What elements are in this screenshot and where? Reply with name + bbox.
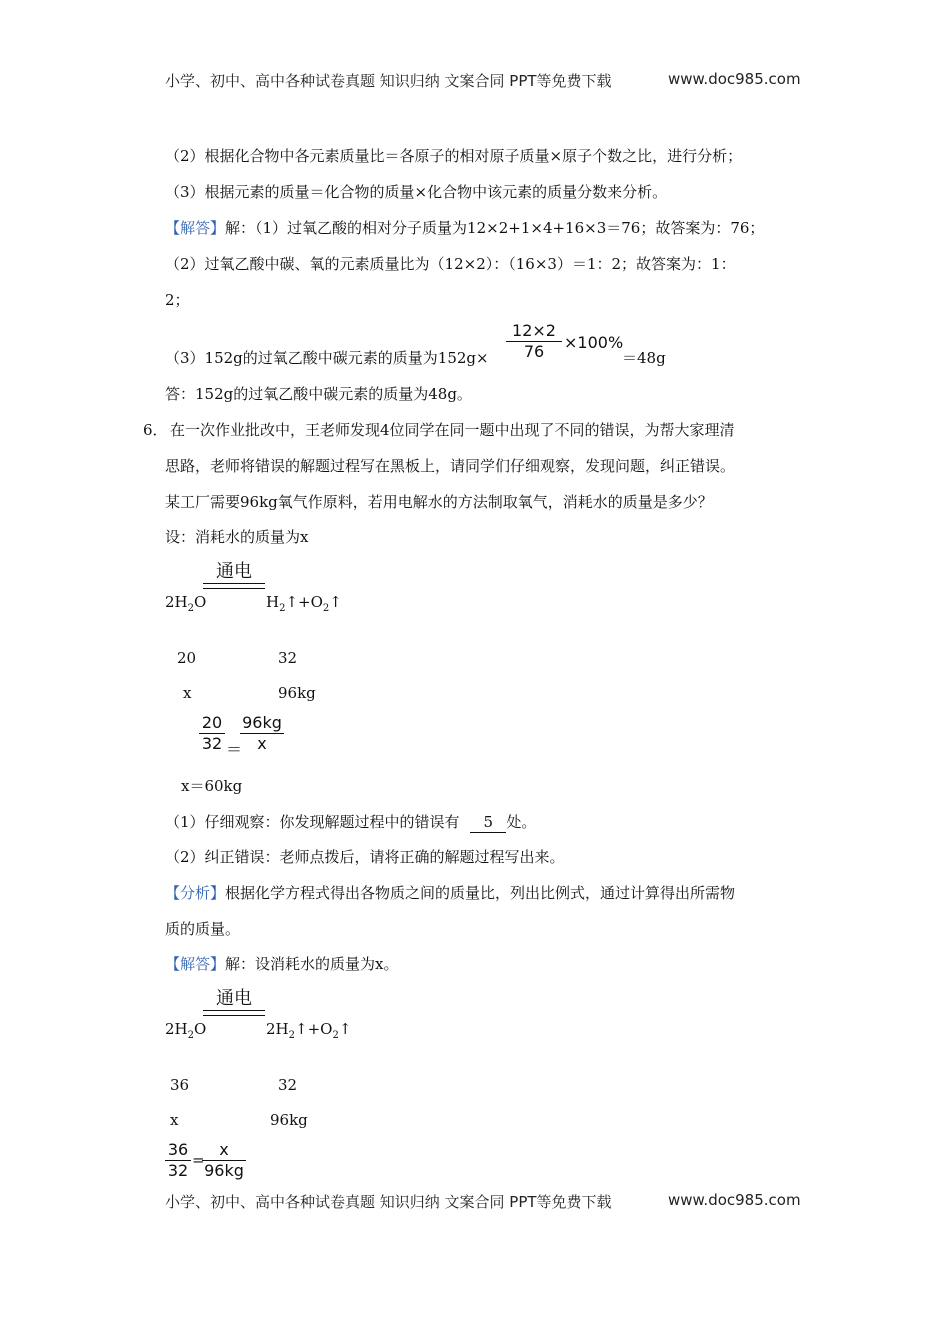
equation-double-line-2 xyxy=(203,1010,265,1016)
percent-factor: ×100% xyxy=(564,333,624,352)
answer-blank: 5 xyxy=(470,812,506,833)
wrong-reactant-o: O xyxy=(194,593,207,611)
correct-mass-2: 32 xyxy=(278,1076,298,1094)
correct-reactant xyxy=(165,1019,206,1046)
answer-tag: 【解答】 xyxy=(165,219,226,237)
wrong-fraction-1 xyxy=(199,713,225,754)
analysis-text: 根据化学方程式得出各物质之间的质量比，列出比例式，通过计算得出所需物 xyxy=(225,884,736,902)
answer-line-2a: （2）过氧乙酸中碳、氧的元素质量比为（12×2）：（16×3）＝1：2；故答案为：1： xyxy=(165,255,736,273)
mass-fraction-denominator: 76 xyxy=(523,342,545,361)
solution-tag: 【解答】 xyxy=(165,955,226,973)
wrong-mass-2: 32 xyxy=(278,649,298,667)
correct-products xyxy=(266,1019,351,1046)
wrong-mass-1: 20 xyxy=(177,649,197,667)
wrong-products xyxy=(266,592,342,619)
analysis-line-2b: 质的质量。 xyxy=(165,920,241,938)
correct-var-2: 96kg xyxy=(270,1111,308,1129)
wrong-product-h: H xyxy=(266,593,280,611)
analysis-line-3: （3）根据元素的质量＝化合物的质量×化合物中该元素的质量分数来分析。 xyxy=(165,183,668,201)
wrong-result: x＝60kg xyxy=(181,777,243,795)
wrong-product-h-sub: 2 xyxy=(279,603,286,614)
question-number: 6． xyxy=(143,421,168,439)
wrong-fraction-1-den: 32 xyxy=(201,734,223,753)
analysis-tag: 【分析】 xyxy=(165,884,226,902)
correct-product-mid: ↑+O xyxy=(295,1020,333,1038)
question-stem-2: 思路，老师将错误的解题过程写在黑板上，请同学们仔细观察，发现问题，纠正错误。 xyxy=(165,457,736,475)
equation-double-line xyxy=(203,583,265,589)
mass-fraction xyxy=(506,321,562,362)
analysis-line xyxy=(165,883,735,903)
correct-mass-1: 36 xyxy=(170,1076,190,1094)
correct-product-arrow: ↑ xyxy=(338,1020,352,1038)
correct-equals: = xyxy=(192,1151,205,1169)
wrong-product-mid: ↑+O xyxy=(285,593,323,611)
correct-reactant-h: 2H xyxy=(165,1020,188,1038)
condition-label: 通电 xyxy=(216,561,252,582)
question-stem-3: 某工厂需要96kg氧气作原料，若用电解水的方法制取氧气，消耗水的质量是多少？ xyxy=(165,493,713,511)
wrong-equals: ＝ xyxy=(226,740,243,759)
solution-text: 解：设消耗水的质量为x。 xyxy=(225,955,399,973)
answer-line-2b: 2； xyxy=(165,291,190,309)
mass-fraction-numerator: 12×2 xyxy=(512,321,556,340)
sub-question-2: （2）纠正错误：老师点拨后，请将正确的解题过程写出来。 xyxy=(165,848,565,866)
header-text: 小学、初中、高中各种试卷真题 知识归纳 文案合同 PPT等免费下载 xyxy=(165,72,612,90)
sub-question-1 xyxy=(165,812,536,833)
condition-label-2: 通电 xyxy=(216,988,252,1009)
answer-line-3-prefix: （3）152g的过氧乙酸中碳元素的质量为152g× xyxy=(165,349,489,367)
correct-product-h-sub: 2 xyxy=(288,1030,295,1041)
wrong-reactant xyxy=(165,592,206,619)
wrong-var-2: 96kg xyxy=(278,684,316,702)
condition-electrolysis xyxy=(203,557,265,589)
correct-product-h: 2H xyxy=(266,1020,289,1038)
final-answer: 答：152g的过氧乙酸中碳元素的质量为48g。 xyxy=(165,385,472,403)
footer-text: 小学、初中、高中各种试卷真题 知识归纳 文案合同 PPT等免费下载 xyxy=(165,1193,612,1211)
wrong-reactant-h: 2H xyxy=(165,593,188,611)
correct-fraction-2-den: 96kg xyxy=(204,1161,244,1180)
set-variable: 设：消耗水的质量为x xyxy=(165,528,309,546)
question-stem-1: 在一次作业批改中，王老师发现4位同学在同一题中出现了不同的错误，为帮大家理清 xyxy=(170,421,735,439)
solution-line xyxy=(165,954,398,974)
analysis-line-2: （2）根据化合物中各元素质量比＝各原子的相对原子质量×原子个数之比，进行分析； xyxy=(165,147,743,165)
wrong-product-arrow: ↑ xyxy=(329,593,342,611)
answer-line-1 xyxy=(165,218,764,238)
wrong-fraction-2 xyxy=(240,713,284,754)
wrong-fraction-2-den: x xyxy=(257,734,267,753)
sub-question-1-end: 处。 xyxy=(506,813,537,831)
correct-var-1: x xyxy=(170,1111,179,1129)
correct-fraction-1-den: 32 xyxy=(167,1161,189,1180)
wrong-fraction-2-num: 96kg xyxy=(242,713,282,732)
wrong-product-o-sub: 2 xyxy=(322,603,330,614)
footer-url[interactable]: www.doc985.com xyxy=(668,1191,801,1209)
sub-question-1-text: （1）仔细观察：你发现解题过程中的错误有 xyxy=(165,813,460,831)
answer-line-3-result: ＝48g xyxy=(622,349,666,367)
correct-fraction-2 xyxy=(202,1140,246,1181)
wrong-var-1: x xyxy=(183,684,192,702)
correct-fraction-1-num: 36 xyxy=(167,1140,189,1159)
correct-product-o-sub: 2 xyxy=(332,1030,339,1041)
correct-reactant-sub: 2 xyxy=(187,1030,194,1041)
answer-text-1: 解：（1）过氧乙酸的相对分子质量为12×2+1×4+16×3＝76；故答案为：76； xyxy=(225,219,765,237)
correct-fraction-1 xyxy=(165,1140,191,1181)
header-url[interactable]: www.doc985.com xyxy=(668,70,801,88)
condition-electrolysis-2 xyxy=(203,984,265,1016)
wrong-fraction-1-num: 20 xyxy=(201,713,223,732)
correct-reactant-o: O xyxy=(194,1020,207,1038)
correct-fraction-2-num: x xyxy=(219,1140,229,1159)
wrong-reactant-sub: 2 xyxy=(187,603,194,614)
